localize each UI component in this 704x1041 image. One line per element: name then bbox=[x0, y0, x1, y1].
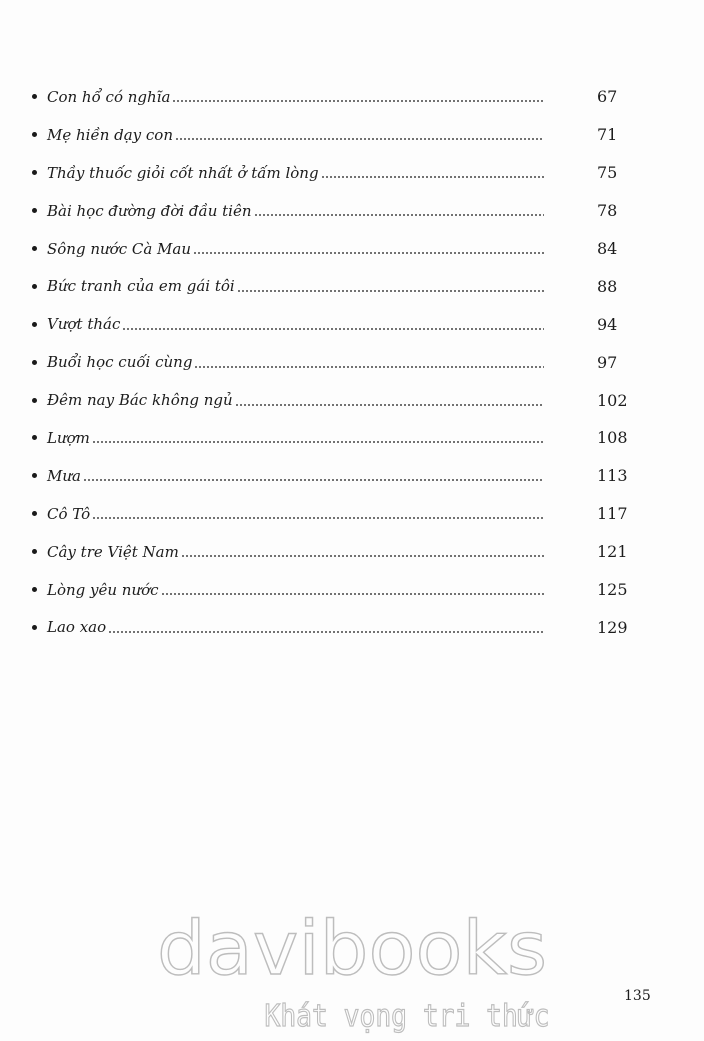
toc-entry-title: Mưa bbox=[47, 466, 81, 485]
bullet-icon bbox=[32, 473, 37, 478]
bullet-icon bbox=[32, 398, 37, 403]
toc-entry bbox=[32, 192, 642, 230]
toc-entry-page: 75 bbox=[597, 163, 618, 183]
toc-entry-page: 125 bbox=[597, 580, 628, 600]
bullet-icon bbox=[32, 170, 37, 175]
toc-entry-title: Con hổ có nghĩa bbox=[47, 87, 171, 106]
dotted-leader bbox=[321, 176, 544, 178]
bullet-icon bbox=[32, 511, 37, 516]
dotted-leader bbox=[108, 631, 544, 633]
page-number: 135 bbox=[624, 988, 651, 1004]
dotted-leader bbox=[122, 328, 544, 330]
dotted-leader bbox=[92, 517, 544, 519]
toc-entry-page: 117 bbox=[597, 504, 628, 524]
toc-entry bbox=[32, 533, 642, 571]
toc-entry bbox=[32, 457, 642, 495]
toc-entry-page: 71 bbox=[597, 125, 618, 145]
toc-entry bbox=[32, 571, 642, 609]
bullet-icon bbox=[32, 208, 37, 213]
watermark-tagline bbox=[262, 998, 552, 1034]
toc-entry bbox=[32, 267, 642, 305]
toc-entry bbox=[32, 116, 642, 154]
toc-entry-title: Lòng yêu nước bbox=[47, 580, 159, 599]
dotted-leader bbox=[194, 366, 544, 368]
toc-entry bbox=[32, 381, 642, 419]
dotted-leader bbox=[193, 252, 544, 254]
toc-entry-title: Đêm nay Bác không ngủ bbox=[47, 391, 233, 410]
dotted-leader bbox=[172, 100, 544, 102]
toc-entry bbox=[32, 495, 642, 533]
toc-entry-title: Buổi học cuối cùng bbox=[47, 353, 193, 372]
toc-entry-page: 67 bbox=[597, 87, 618, 107]
toc-entry-title: Bức tranh của em gái tôi bbox=[47, 277, 235, 296]
bullet-icon bbox=[32, 360, 37, 365]
toc-entry bbox=[32, 608, 642, 646]
toc-entry-title: Bài học đường đời đầu tiên bbox=[47, 201, 252, 220]
toc-entry-title: Mẹ hiền dạy con bbox=[47, 125, 173, 144]
bullet-icon bbox=[32, 322, 37, 327]
toc-entry-page: 88 bbox=[597, 276, 618, 296]
toc-entry-page: 102 bbox=[597, 390, 628, 410]
toc-entry-page: 97 bbox=[597, 352, 618, 372]
toc-entry-page: 121 bbox=[597, 542, 628, 562]
dotted-leader bbox=[83, 479, 544, 481]
dotted-leader bbox=[175, 138, 544, 140]
toc-entry-page: 108 bbox=[597, 428, 628, 448]
table-of-contents bbox=[32, 78, 642, 646]
toc-entry-page: 84 bbox=[597, 239, 618, 258]
bullet-icon bbox=[32, 132, 37, 137]
toc-entry-page: 78 bbox=[597, 201, 618, 221]
toc-entry bbox=[32, 230, 642, 268]
bullet-icon bbox=[32, 435, 37, 440]
watermark-tagline-text: Khát vọng tri thức bbox=[264, 999, 550, 1034]
dotted-leader bbox=[254, 214, 544, 216]
toc-entry-page: 129 bbox=[597, 617, 628, 637]
dotted-leader bbox=[161, 593, 544, 595]
toc-entry bbox=[32, 419, 642, 457]
bullet-icon bbox=[32, 587, 37, 592]
toc-entry-title: Lượm bbox=[47, 428, 90, 447]
toc-entry bbox=[32, 78, 642, 116]
bullet-icon bbox=[32, 284, 37, 289]
toc-entry-title: Cây tre Việt Nam bbox=[47, 542, 179, 561]
toc-entry-page: 113 bbox=[597, 466, 628, 486]
dotted-leader bbox=[237, 290, 544, 292]
bullet-icon bbox=[32, 94, 37, 99]
toc-entry bbox=[32, 343, 642, 381]
bullet-icon bbox=[32, 625, 37, 630]
dotted-leader bbox=[181, 555, 544, 557]
dotted-leader bbox=[235, 404, 544, 406]
toc-entry bbox=[32, 305, 642, 343]
toc-entry bbox=[32, 154, 642, 192]
watermark-logo bbox=[155, 906, 550, 992]
bullet-icon bbox=[32, 549, 37, 554]
toc-entry-title: Sông nước Cà Mau bbox=[47, 239, 192, 258]
toc-entry-title: Vượt thác bbox=[47, 315, 121, 334]
watermark-logo-text: davibooks bbox=[157, 906, 547, 992]
toc-entry-page: 94 bbox=[597, 314, 618, 334]
toc-entry-title: Thầy thuốc giỏi cốt nhất ở tấm lòng bbox=[47, 163, 319, 182]
toc-entry-title: Lao xao bbox=[47, 618, 107, 637]
dotted-leader bbox=[92, 441, 544, 443]
bullet-icon bbox=[32, 246, 37, 251]
toc-entry-title: Cô Tô bbox=[47, 504, 91, 523]
